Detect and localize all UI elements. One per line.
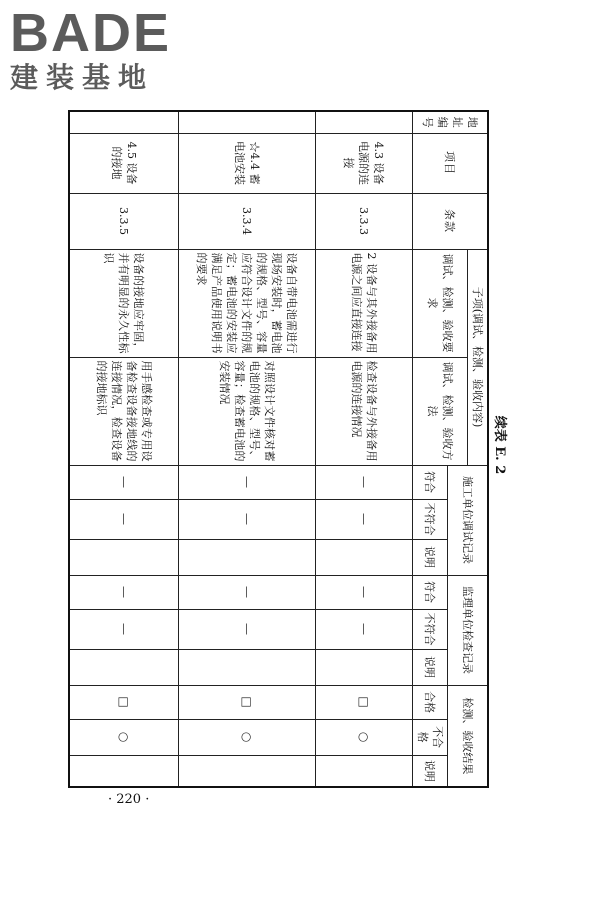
qualified-checkbox[interactable]: □ bbox=[316, 685, 413, 719]
header-qualified: 合格 bbox=[413, 685, 448, 719]
cell-s-nonconform: — bbox=[179, 609, 316, 649]
header-c-conform: 符合 bbox=[413, 465, 448, 499]
cell-item: ☆4.4 蓄电池安装 bbox=[179, 133, 316, 193]
header-unqualified: 不合格 bbox=[413, 719, 448, 755]
logo-brand-text: BADE bbox=[10, 3, 172, 63]
brand-logo bbox=[10, 3, 175, 94]
unqualified-mark[interactable]: ○ bbox=[179, 719, 316, 755]
cell-clause: 3.3.3 bbox=[316, 193, 413, 249]
header-inspection-result: 检测、验收结果 bbox=[448, 685, 489, 787]
cell-c-nonconform: — bbox=[179, 499, 316, 539]
header-c-nonconform: 不符合 bbox=[413, 499, 448, 539]
qualified-checkbox[interactable]: □ bbox=[179, 685, 316, 719]
cell-method: 检查设备与外接备用电源的连接情况 bbox=[316, 357, 413, 465]
logo-subtitle: 建装基地 bbox=[10, 61, 155, 94]
header-sub-item: 子项(调试、检测、验收内容) bbox=[468, 249, 489, 465]
inspection-table bbox=[68, 110, 489, 788]
cell-clause: 3.3.5 bbox=[69, 193, 179, 249]
cell-s-conform: — bbox=[316, 575, 413, 609]
cell-c-nonconform: — bbox=[69, 499, 179, 539]
table-row bbox=[316, 111, 413, 787]
cell-c-conform: — bbox=[316, 465, 413, 499]
header-s-note: 说明 bbox=[413, 649, 448, 685]
cell-s-nonconform: — bbox=[316, 609, 413, 649]
cell-c-conform: — bbox=[179, 465, 316, 499]
cell-code bbox=[69, 111, 179, 133]
header-sub-method: 调试、检测、验收方法 bbox=[413, 357, 468, 465]
cell-result-note bbox=[316, 755, 413, 787]
cell-requirement: 设备的接地应牢固，并有明显的永久性标识 bbox=[69, 249, 179, 357]
header-s-nonconform: 不符合 bbox=[413, 609, 448, 649]
cell-c-note bbox=[179, 539, 316, 575]
cell-s-conform: — bbox=[69, 575, 179, 609]
cell-c-nonconform: — bbox=[316, 499, 413, 539]
cell-requirement: 设备自带电池需进行现场安装时，蓄电池的规格、型号、容量应符合设计文件的规定；蓄电池的安装应满足产品使用说明书的要求 bbox=[179, 249, 316, 357]
header-clause: 条款 bbox=[413, 193, 489, 249]
cell-item: 4.5 设备的接地 bbox=[69, 133, 179, 193]
cell-result-note bbox=[179, 755, 316, 787]
page-number: · 220 · bbox=[108, 792, 150, 807]
unqualified-mark[interactable]: ○ bbox=[316, 719, 413, 755]
header-construction-record: 施工单位调试记录 bbox=[448, 465, 489, 575]
cell-s-conform: — bbox=[179, 575, 316, 609]
cell-code bbox=[179, 111, 316, 133]
cell-c-note bbox=[69, 539, 179, 575]
header-c-note: 说明 bbox=[413, 539, 448, 575]
unqualified-mark[interactable]: ○ bbox=[69, 719, 179, 755]
cell-c-conform: — bbox=[69, 465, 179, 499]
cell-s-note bbox=[316, 649, 413, 685]
cell-c-note bbox=[316, 539, 413, 575]
rotated-table-block bbox=[95, 110, 509, 782]
table-title: 续表 E. 2 bbox=[492, 415, 507, 475]
cell-s-nonconform: — bbox=[69, 609, 179, 649]
cell-method: 用手感检查或专用设备检查设备接地线的连接情况，检查设备的接地标识 bbox=[69, 357, 179, 465]
table-row bbox=[179, 111, 316, 787]
cell-clause: 3.3.4 bbox=[179, 193, 316, 249]
header-supervision-record: 监理单位检查记录 bbox=[448, 575, 489, 685]
header-result-note: 说明 bbox=[413, 755, 448, 787]
cell-s-note bbox=[179, 649, 316, 685]
cell-method: 对照设计文件核对蓄电池的规格、型号、容量；检查蓄电池的安装情况 bbox=[179, 357, 316, 465]
qualified-checkbox[interactable]: □ bbox=[69, 685, 179, 719]
cell-requirement: 2 设备与其外接备用电源之间应直接连接 bbox=[316, 249, 413, 357]
header-address-code: 地址编号 bbox=[413, 111, 489, 133]
cell-item: 4.3 设备电源的连接 bbox=[316, 133, 413, 193]
table-row bbox=[69, 111, 179, 787]
header-s-conform: 符合 bbox=[413, 575, 448, 609]
cell-result-note bbox=[69, 755, 179, 787]
header-sub-requirement: 调试、检测、验收要求 bbox=[413, 249, 468, 357]
cell-code bbox=[316, 111, 413, 133]
header-item: 项目 bbox=[413, 133, 489, 193]
cell-s-note bbox=[69, 649, 179, 685]
